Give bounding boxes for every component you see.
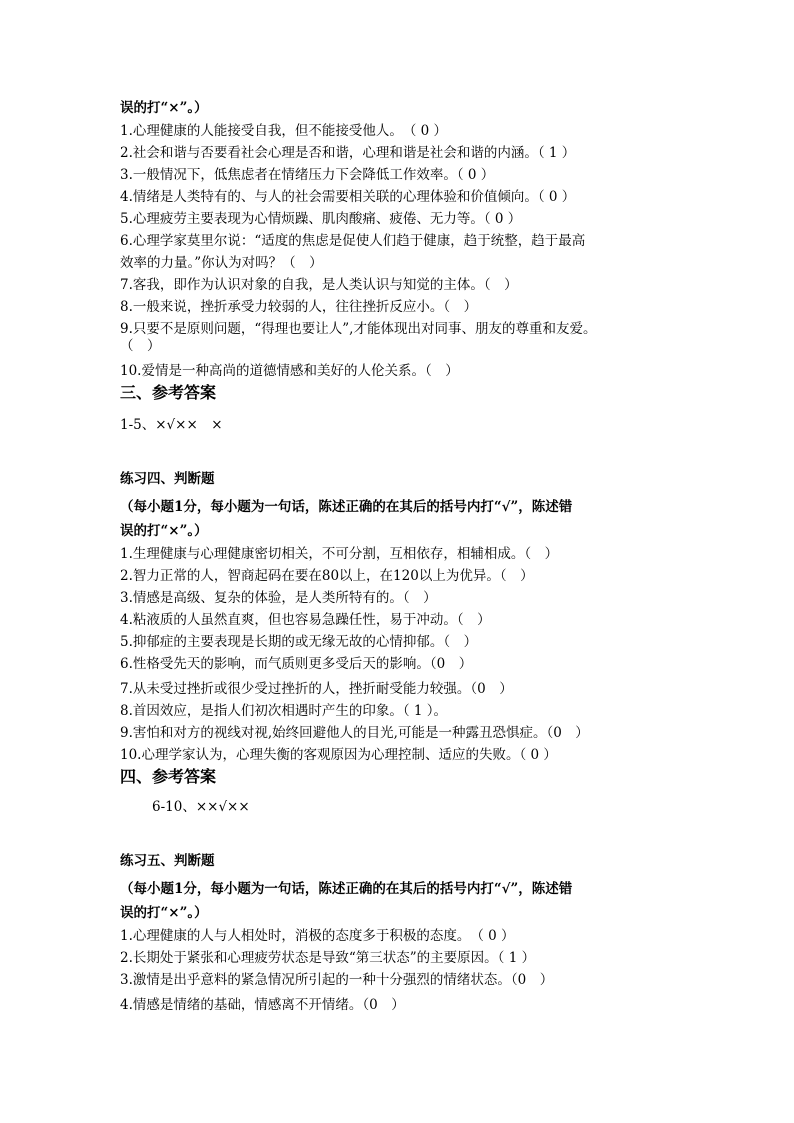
question-item: 7.客我，即作为认识对象的自我，是人类认识与知觉的主体。（ ） [120,277,518,293]
question-item: 10.爱情是一种高尚的道德情感和美好的人伦关系。（ ） [120,363,459,379]
question-item: 8.一般来说，挫折承受力较弱的人，往往挫折反应小。（ ） [120,299,478,315]
question-item: 4.粘液质的人虽然直爽，但也容易急躁任性，易于冲动。（ ） [120,612,491,628]
question-item: 2.社会和谐与否要看社会心理是否和谐，心理和谐是社会和谐的内涵。（ 1 ） [120,145,576,161]
question-item: 1.心理健康的人能接受自我，但不能接受他人。 （ 0 ） [120,123,448,139]
question-item-continued: 效率的力量。”你认为对吗？（ ） [120,255,323,271]
question-item: 10.心理学家认为，心理失衡的客观原因为心理控制、适应的失败。（ 0 ） [120,747,557,763]
answer-heading: 四、参考答案 [120,767,217,786]
question-item: 4.情感是情绪的基础，情感离不开情绪。（0 ） [120,997,405,1013]
question-item-continued: （ ） [120,338,161,354]
question-item: 5.抑郁症的主要表现是长期的或无缘无故的心情抑郁。（ ） [120,634,478,650]
question-item: 6.性格受先天的影响，而气质则更多受后天的影响。（0 ） [120,656,473,672]
question-item: 1.生理健康与心理健康密切相关，不可分割，互相依存，相辅相成。（ ） [120,546,559,562]
question-item: 5.心理疲劳主要表现为心情烦躁、肌肉酸痛、疲倦、无力等。（ 0 ） [120,211,522,227]
question-item: 1.心理健康的人与人相处时，消极的态度多于积极的态度。 （ 0 ） [120,928,515,944]
instruction-line: （每小题1分，每小题为一句话，陈述正确的在其后的括号内打“√”，陈述错 [120,881,573,897]
instruction-line: 误的打“×”。） [120,905,208,921]
instruction-tail: 误的打“×”。） [120,100,208,116]
question-item: 9.害怕和对方的视线对视,始终回避他人的目光,可能是一种露丑恐惧症。（0 ） [120,725,589,741]
exercise-title: 练习五、判断题 [120,853,215,869]
exercise-title: 练习四、判断题 [120,471,215,487]
question-item: 4.情绪是人类特有的、与人的社会需要相关联的心理体验和价值倾向。（ 0 ） [120,189,576,205]
answer-heading: 三、参考答案 [120,383,217,402]
question-item: 9.只要不是原则问题，“得理也要让人”,才能体现出对同事、朋友的尊重和友爱。 [120,321,597,337]
answer-key: 1-5、×√×× × [120,417,223,433]
instruction-line: （每小题1分，每小题为一句话，陈述正确的在其后的括号内打“√”，陈述错 [120,499,573,515]
question-item: 3.激情是出乎意料的紧急情况所引起的一种十分强烈的情绪状态。（0 ） [120,972,554,988]
instruction-line: 误的打“×”。） [120,523,208,539]
question-item: 3.一般情况下，低焦虑者在情绪压力下会降低工作效率。（ 0 ） [120,167,495,183]
question-item: 3.情感是高级、复杂的体验，是人类所特有的。（ ） [120,590,437,606]
question-item: 7.从未受过挫折或很少受过挫折的人，挫折耐受能力较强。（0 ） [120,681,513,697]
question-item: 8.首因效应，是指人们初次相遇时产生的印象。（ 1 ）。 [120,703,448,719]
question-item: 2.智力正常的人，智商起码在要在80以上，在120以上为优异。（ ） [120,568,534,584]
question-item: 2.长期处于紧张和心理疲劳状态是导致“第三状态”的主要原因。（ 1 ） [120,950,536,966]
answer-key: 6-10、××√×× [152,799,250,815]
question-item: 6.心理学家莫里尔说：“适度的焦虑是促使人们趋于健康，趋于统整，趋于最高 [120,233,586,249]
